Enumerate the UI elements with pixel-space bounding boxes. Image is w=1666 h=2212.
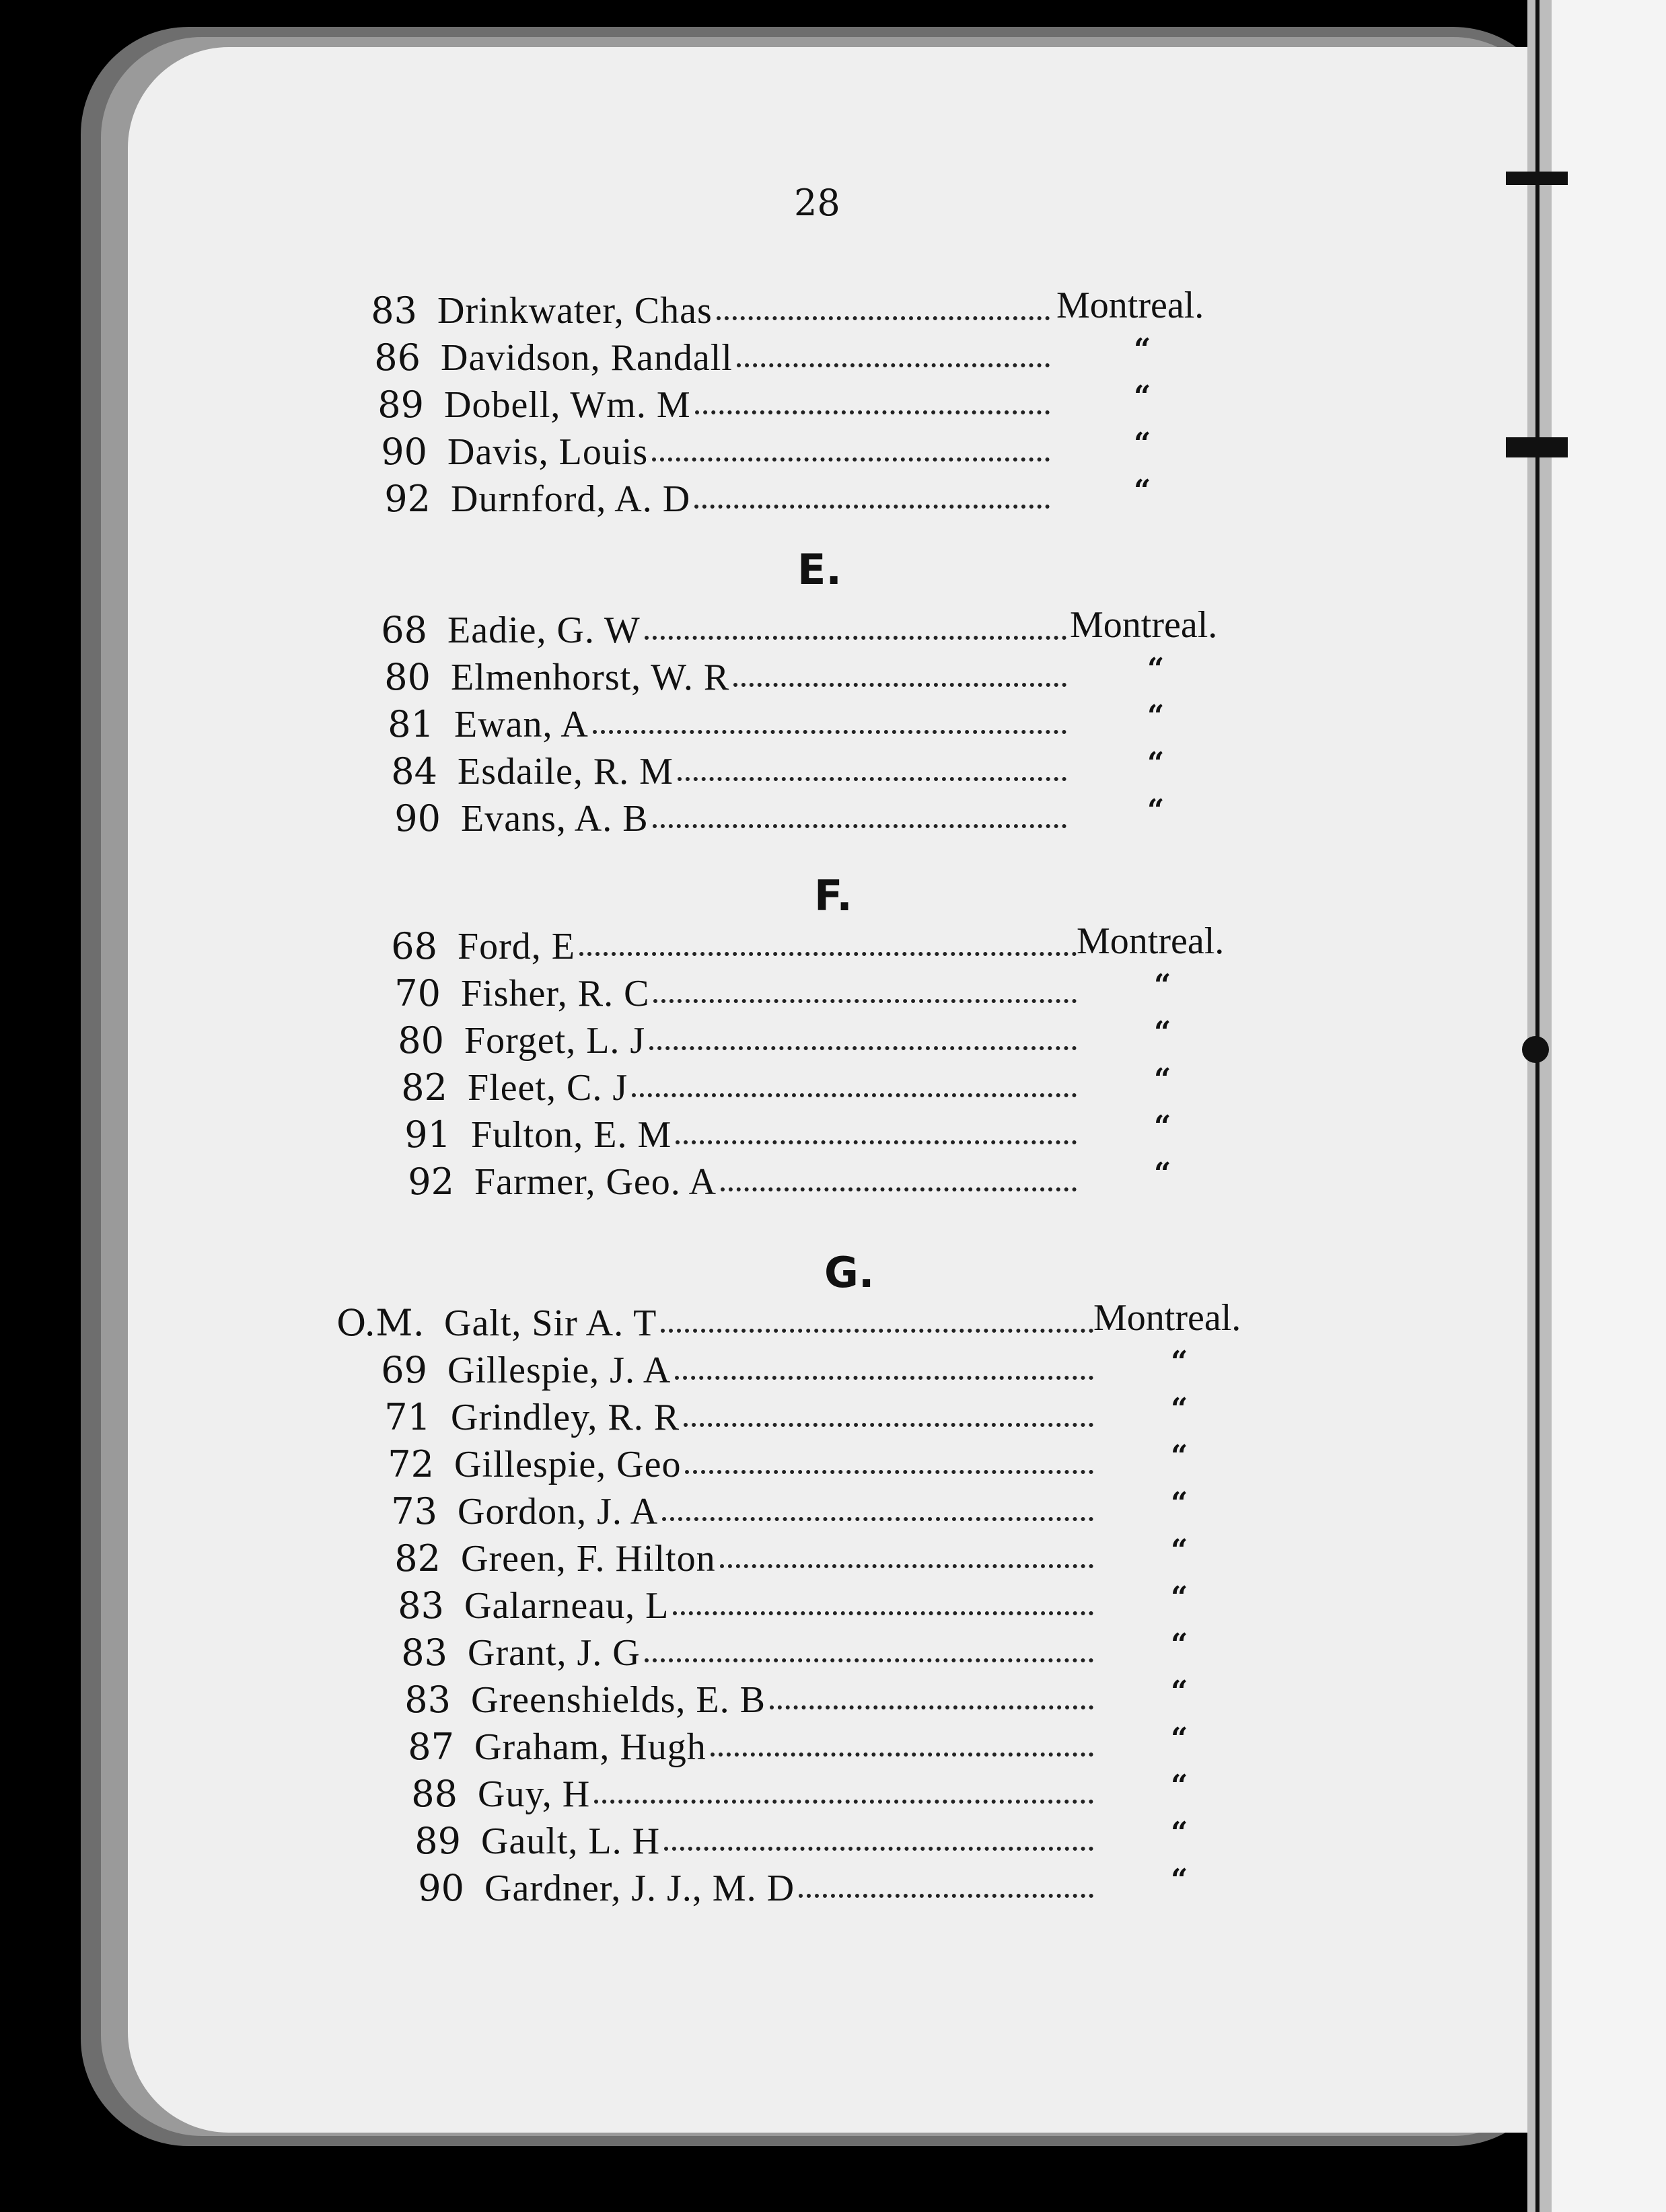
leader-dots — [673, 1611, 1093, 1615]
entry-name: Fisher, R. C — [461, 973, 650, 1015]
member-entry — [360, 1062, 1369, 1109]
page-gutter — [1527, 0, 1552, 2212]
member-entry — [353, 1533, 1363, 1580]
member-entry — [353, 968, 1363, 1015]
entry-year: 82 — [394, 1537, 441, 1580]
leader-dots — [799, 1894, 1093, 1898]
member-entry — [340, 427, 1349, 474]
entry-name: Galt, Sir A. T — [444, 1302, 657, 1344]
ditto-mark: “ — [1147, 699, 1165, 733]
member-entry — [363, 1674, 1373, 1722]
leader-dots — [632, 1093, 1077, 1097]
leader-dots — [652, 457, 1050, 462]
leader-dots — [695, 410, 1050, 414]
leader-dots — [770, 1705, 1093, 1709]
ditto-mark: “ — [1147, 793, 1165, 827]
leader-dots — [653, 999, 1077, 1003]
entry-name: Fleet, C. J — [468, 1067, 628, 1109]
member-entry — [350, 746, 1359, 793]
ditto-mark: “ — [1147, 652, 1165, 686]
entry-year: 81 — [388, 703, 434, 745]
entry-year: 80 — [398, 1019, 444, 1062]
section-letter-heading: F. — [814, 871, 853, 920]
entry-name: Gault, L. H — [481, 1820, 661, 1862]
entry-name: Grant, J. G — [468, 1632, 641, 1674]
member-entry — [363, 1109, 1373, 1156]
entry-year: 90 — [418, 1867, 464, 1909]
leader-dots — [721, 1187, 1077, 1191]
ditto-mark: “ — [1171, 1392, 1188, 1426]
leader-dots — [685, 1470, 1093, 1474]
entry-year: 70 — [394, 972, 441, 1015]
leader-dots — [579, 952, 1077, 956]
leader-dots — [594, 1800, 1093, 1804]
leader-dots — [662, 1517, 1093, 1521]
ditto-mark: “ — [1154, 1156, 1171, 1191]
entry-year: 92 — [408, 1160, 454, 1203]
entry-name: Ewan, A — [454, 704, 589, 745]
entry-name: Gardner, J. J., M. D — [484, 1868, 795, 1909]
binding-stitch — [1506, 172, 1568, 185]
ditto-mark: “ — [1147, 746, 1165, 780]
member-entry — [330, 285, 1339, 332]
entry-city: Montreal. — [1056, 285, 1204, 326]
entry-year: 80 — [384, 656, 431, 698]
ditto-mark: “ — [1171, 1722, 1188, 1756]
entry-year: 92 — [384, 478, 431, 520]
leader-dots — [653, 824, 1066, 828]
entry-name: Dobell, Wm. M — [444, 384, 691, 426]
entry-year: 87 — [408, 1726, 454, 1768]
leader-dots — [694, 505, 1050, 509]
entry-year: 71 — [384, 1396, 431, 1438]
ditto-mark: “ — [1171, 1580, 1188, 1615]
entry-name: Farmer, Geo. A — [474, 1161, 717, 1203]
leader-dots — [661, 1329, 1093, 1333]
ditto-mark: “ — [1154, 1109, 1171, 1144]
section-letter-heading: G. — [824, 1248, 875, 1297]
entry-year: 89 — [377, 383, 424, 426]
ditto-mark: “ — [1171, 1345, 1188, 1379]
binding-stitch — [1506, 437, 1568, 457]
entry-name: Fulton, E. M — [471, 1114, 672, 1156]
member-entry — [347, 699, 1356, 746]
leader-dots — [733, 683, 1066, 687]
page-number: 28 — [794, 182, 840, 224]
entry-year: 88 — [411, 1773, 458, 1815]
entry-year: 82 — [401, 1066, 447, 1109]
entry-name: Grindley, R. R — [451, 1397, 680, 1438]
member-entry — [336, 1297, 1346, 1345]
member-entry — [347, 1439, 1356, 1486]
leader-dots — [675, 1376, 1093, 1380]
binding-line — [1535, 0, 1540, 2212]
member-entry — [340, 1345, 1349, 1392]
member-entry — [343, 652, 1352, 699]
entry-name: Evans, A. B — [461, 798, 649, 840]
entry-name: Graham, Hugh — [474, 1726, 707, 1768]
ditto-mark: “ — [1171, 1769, 1188, 1803]
entry-name: Gordon, J. A — [458, 1491, 659, 1533]
entry-name: Green, F. Hilton — [461, 1538, 716, 1580]
leader-dots — [684, 1423, 1093, 1427]
entry-year: 69 — [381, 1349, 427, 1391]
binding-rivet — [1522, 1036, 1549, 1063]
entry-year: 91 — [404, 1113, 451, 1156]
entry-year: 72 — [388, 1443, 434, 1485]
leader-dots — [720, 1564, 1093, 1568]
member-entry — [370, 1769, 1379, 1816]
entry-year: 83 — [401, 1631, 447, 1674]
entry-name: Forget, L. J — [464, 1020, 646, 1062]
entry-name: Galarneau, L — [464, 1585, 669, 1627]
member-entry — [360, 1627, 1369, 1674]
ditto-mark: “ — [1134, 427, 1151, 461]
entry-name: Davidson, Randall — [441, 337, 733, 379]
section-letter-heading: E. — [797, 545, 842, 594]
member-entry — [336, 379, 1346, 427]
member-entry — [350, 1486, 1359, 1533]
entry-name: Greenshields, E. B — [471, 1679, 766, 1721]
ditto-mark: “ — [1134, 474, 1151, 508]
entry-year: 73 — [391, 1490, 437, 1533]
member-entry — [353, 793, 1363, 840]
member-entry — [367, 1722, 1376, 1769]
ditto-mark: “ — [1171, 1627, 1188, 1662]
entry-year: 84 — [391, 750, 437, 792]
entry-city: Montreal. — [1070, 604, 1218, 646]
entry-year: 83 — [398, 1584, 444, 1627]
leader-dots — [676, 1140, 1077, 1144]
ditto-mark: “ — [1154, 968, 1171, 1002]
entry-year: 68 — [381, 609, 427, 651]
ditto-mark: “ — [1171, 1486, 1188, 1520]
entry-year: 90 — [381, 431, 427, 473]
entry-city: Montreal. — [1093, 1297, 1241, 1339]
member-entry — [333, 332, 1342, 379]
member-entry — [343, 1392, 1352, 1439]
entry-name: Drinkwater, Chas — [437, 290, 713, 332]
member-entry — [377, 1863, 1386, 1910]
facing-page-edge — [1552, 0, 1666, 2212]
member-entry — [340, 604, 1349, 652]
member-entry — [357, 1580, 1366, 1627]
entry-year: O.M. — [336, 1302, 425, 1344]
entry-year: 90 — [394, 797, 441, 840]
ditto-mark: “ — [1171, 1816, 1188, 1850]
ditto-mark: “ — [1154, 1015, 1171, 1049]
entry-name: Guy, H — [478, 1773, 591, 1815]
leader-dots — [711, 1753, 1093, 1757]
ditto-mark: “ — [1171, 1533, 1188, 1568]
leader-dots — [645, 1658, 1093, 1662]
leader-dots — [645, 636, 1066, 640]
ditto-mark: “ — [1171, 1439, 1188, 1473]
entry-name: Esdaile, R. M — [458, 751, 674, 792]
ditto-mark: “ — [1171, 1863, 1188, 1897]
entry-year: 83 — [371, 289, 417, 332]
member-entry — [357, 1015, 1366, 1062]
ditto-mark: “ — [1154, 1062, 1171, 1097]
ditto-mark: “ — [1171, 1674, 1188, 1709]
entry-city: Montreal. — [1077, 920, 1225, 962]
member-entry — [373, 1816, 1383, 1863]
entry-year: 86 — [374, 336, 421, 379]
leader-dots — [593, 730, 1066, 734]
member-entry — [367, 1156, 1376, 1204]
leader-dots — [649, 1046, 1077, 1050]
member-entry — [343, 474, 1352, 521]
entry-name: Gillespie, J. A — [447, 1350, 672, 1391]
entry-name: Gillespie, Geo — [454, 1444, 682, 1485]
entry-year: 83 — [404, 1679, 451, 1721]
entry-year: 89 — [414, 1820, 461, 1862]
entry-year: 68 — [391, 925, 437, 967]
entry-name: Durnford, A. D — [451, 478, 691, 520]
ditto-mark: “ — [1134, 379, 1151, 414]
entry-name: Davis, Louis — [447, 431, 649, 473]
entry-name: Elmenhorst, W. R — [451, 657, 730, 698]
leader-dots — [678, 777, 1066, 781]
leader-dots — [737, 363, 1050, 367]
member-entry — [350, 920, 1359, 968]
leader-dots — [664, 1847, 1093, 1851]
entry-name: Ford, E — [458, 926, 575, 967]
ditto-mark: “ — [1134, 332, 1151, 367]
entry-name: Eadie, G. W — [447, 610, 641, 651]
leader-dots — [717, 316, 1050, 320]
